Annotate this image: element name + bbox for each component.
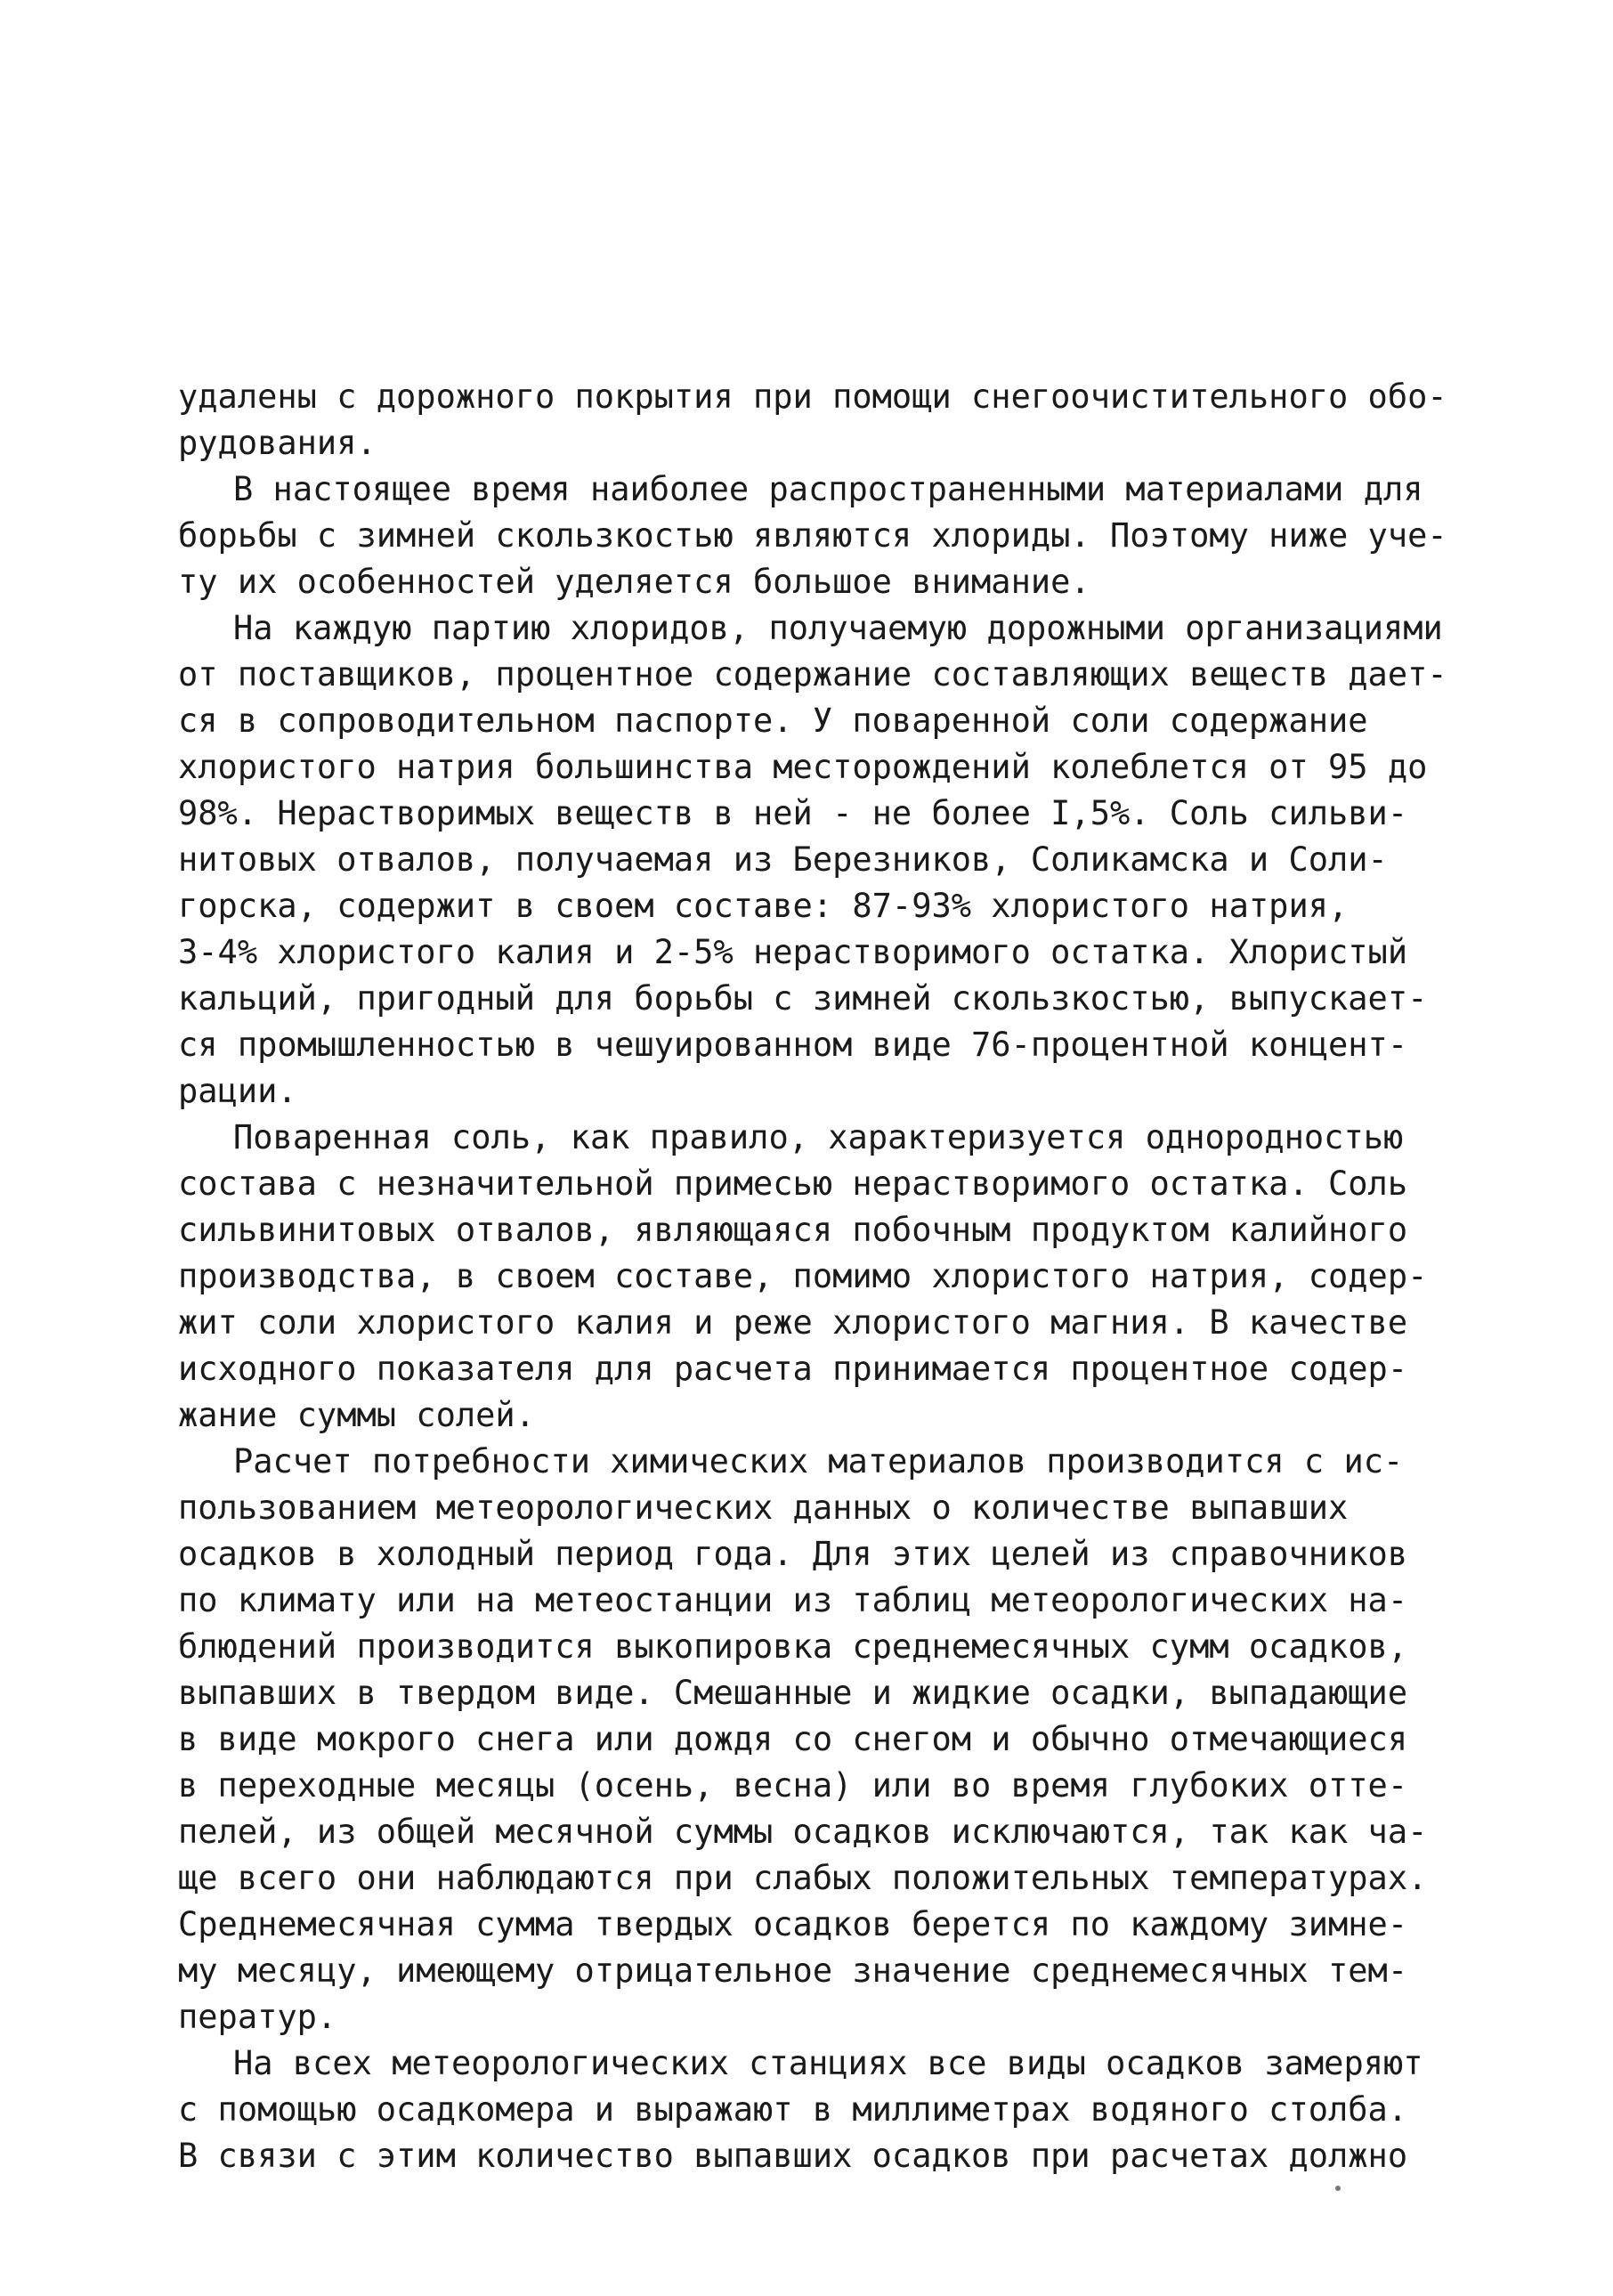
text-line: жит соли хлористого калия и реже хлористого магния. В качестве — [178, 1303, 1408, 1342]
scan-speck — [1335, 2186, 1341, 2191]
text-line: нитовых отвалов, получаемая из Березников, Соликамска и Соли- — [178, 840, 1388, 879]
text-line: осадков в холодный период года. Для этих целей из справочников — [178, 1535, 1408, 1573]
text-line: Поваренная соль, как правило, характеризуется однородностью — [233, 1118, 1404, 1156]
text-line: жание суммы солей. — [178, 1396, 535, 1434]
text-line: пелей, из общей месячной суммы осадков исключаются, так как ча- — [178, 1813, 1428, 1851]
text-line: На каждую партию хлоридов, получаемую дорожными организациями — [233, 609, 1443, 647]
text-line: выпавших в твердом виде. Смешанные и жидкие осадки, выпадающие — [178, 1674, 1408, 1712]
text-line: сильвинитовых отвалов, являющаяся побочным продуктом калийного — [178, 1211, 1408, 1249]
text-line: ся в сопроводительном паспорте. У поваренной соли содержание — [178, 702, 1368, 740]
text-line: в переходные месяцы (осень, весна) или во время глубоких отте- — [178, 1766, 1408, 1805]
paragraph — [178, 2040, 1423, 2179]
text-line: с помощью осадкомера и выражают в миллиметрах водяного столба. — [178, 2090, 1408, 2129]
text-line: кальций, пригодный для борьбы с зимней скользкостью, выпускает- — [178, 979, 1428, 1018]
text-line: борьбы с зимней скользкостью являются хлориды. Поэтому ниже уче- — [178, 516, 1447, 555]
text-line: В настоящее время наиболее распространенными материалами для — [233, 470, 1423, 508]
text-line: рудования. — [178, 424, 377, 462]
text-line: 3-4% хлористого калия и 2-5% нерастворимого остатка. Хлористый — [178, 933, 1408, 971]
paragraph — [178, 374, 1447, 467]
text-line: блюдений производится выкопировка среднемесячных сумм осадков, — [178, 1627, 1408, 1666]
text-line: В связи с этим количество выпавших осадков при расчетах должно — [178, 2137, 1408, 2175]
paragraph — [178, 1115, 1428, 1439]
paragraph — [178, 1439, 1428, 2040]
paragraph — [178, 467, 1447, 605]
text-line: рации. — [178, 1072, 297, 1110]
paragraph — [178, 605, 1447, 1115]
text-line: ператур. — [178, 1998, 337, 2036]
text-line: по климату или на метеостанции из таблиц метеорологических на- — [178, 1581, 1408, 1619]
text-line: производства, в своем составе, помимо хлористого натрия, содер- — [178, 1257, 1428, 1295]
text-line: 98%. Нерастворимых веществ в ней - не более I,5%. Соль сильви- — [178, 794, 1408, 832]
text-line: хлористого натрия большинства месторождений колеблется от 95 до — [178, 748, 1428, 786]
text-line: в виде мокрого снега или дождя со снегом и обычно отмечающиеся — [178, 1720, 1408, 1758]
text-line: пользованием метеорологических данных о количестве выпавших — [178, 1489, 1349, 1527]
body-text — [178, 374, 1447, 2179]
text-line: На всех метеорологических станциях все виды осадков замеряют — [233, 2044, 1423, 2082]
text-line: ту их особенностей уделяется большое внимание. — [178, 563, 1090, 601]
text-line: удалены с дорожного покрытия при помощи снегоочистительного обо- — [178, 377, 1447, 416]
text-line: от поставщиков, процентное содержание составляющих веществ дает- — [178, 655, 1447, 694]
text-line: ся промышленностью в чешуированном виде 76-процентной концент- — [178, 1026, 1408, 1064]
text-line: ще всего они наблюдаются при слабых положительных температурах. — [178, 1859, 1428, 1897]
text-line: Расчет потребности химических материалов производится с ис- — [233, 1442, 1404, 1481]
text-line: исходного показателя для расчета принимается процентное содер- — [178, 1350, 1408, 1388]
text-line: состава с незначительной примесью нерастворимого остатка. Соль — [178, 1164, 1408, 1203]
text-line: горска, содержит в своем составе: 87-93% хлористого натрия, — [178, 887, 1349, 925]
text-line: му месяцу, имеющему отрицательное значение среднемесячных тем- — [178, 1951, 1408, 1990]
text-line: Среднемесячная сумма твердых осадков берется по каждому зимне- — [178, 1905, 1408, 1943]
